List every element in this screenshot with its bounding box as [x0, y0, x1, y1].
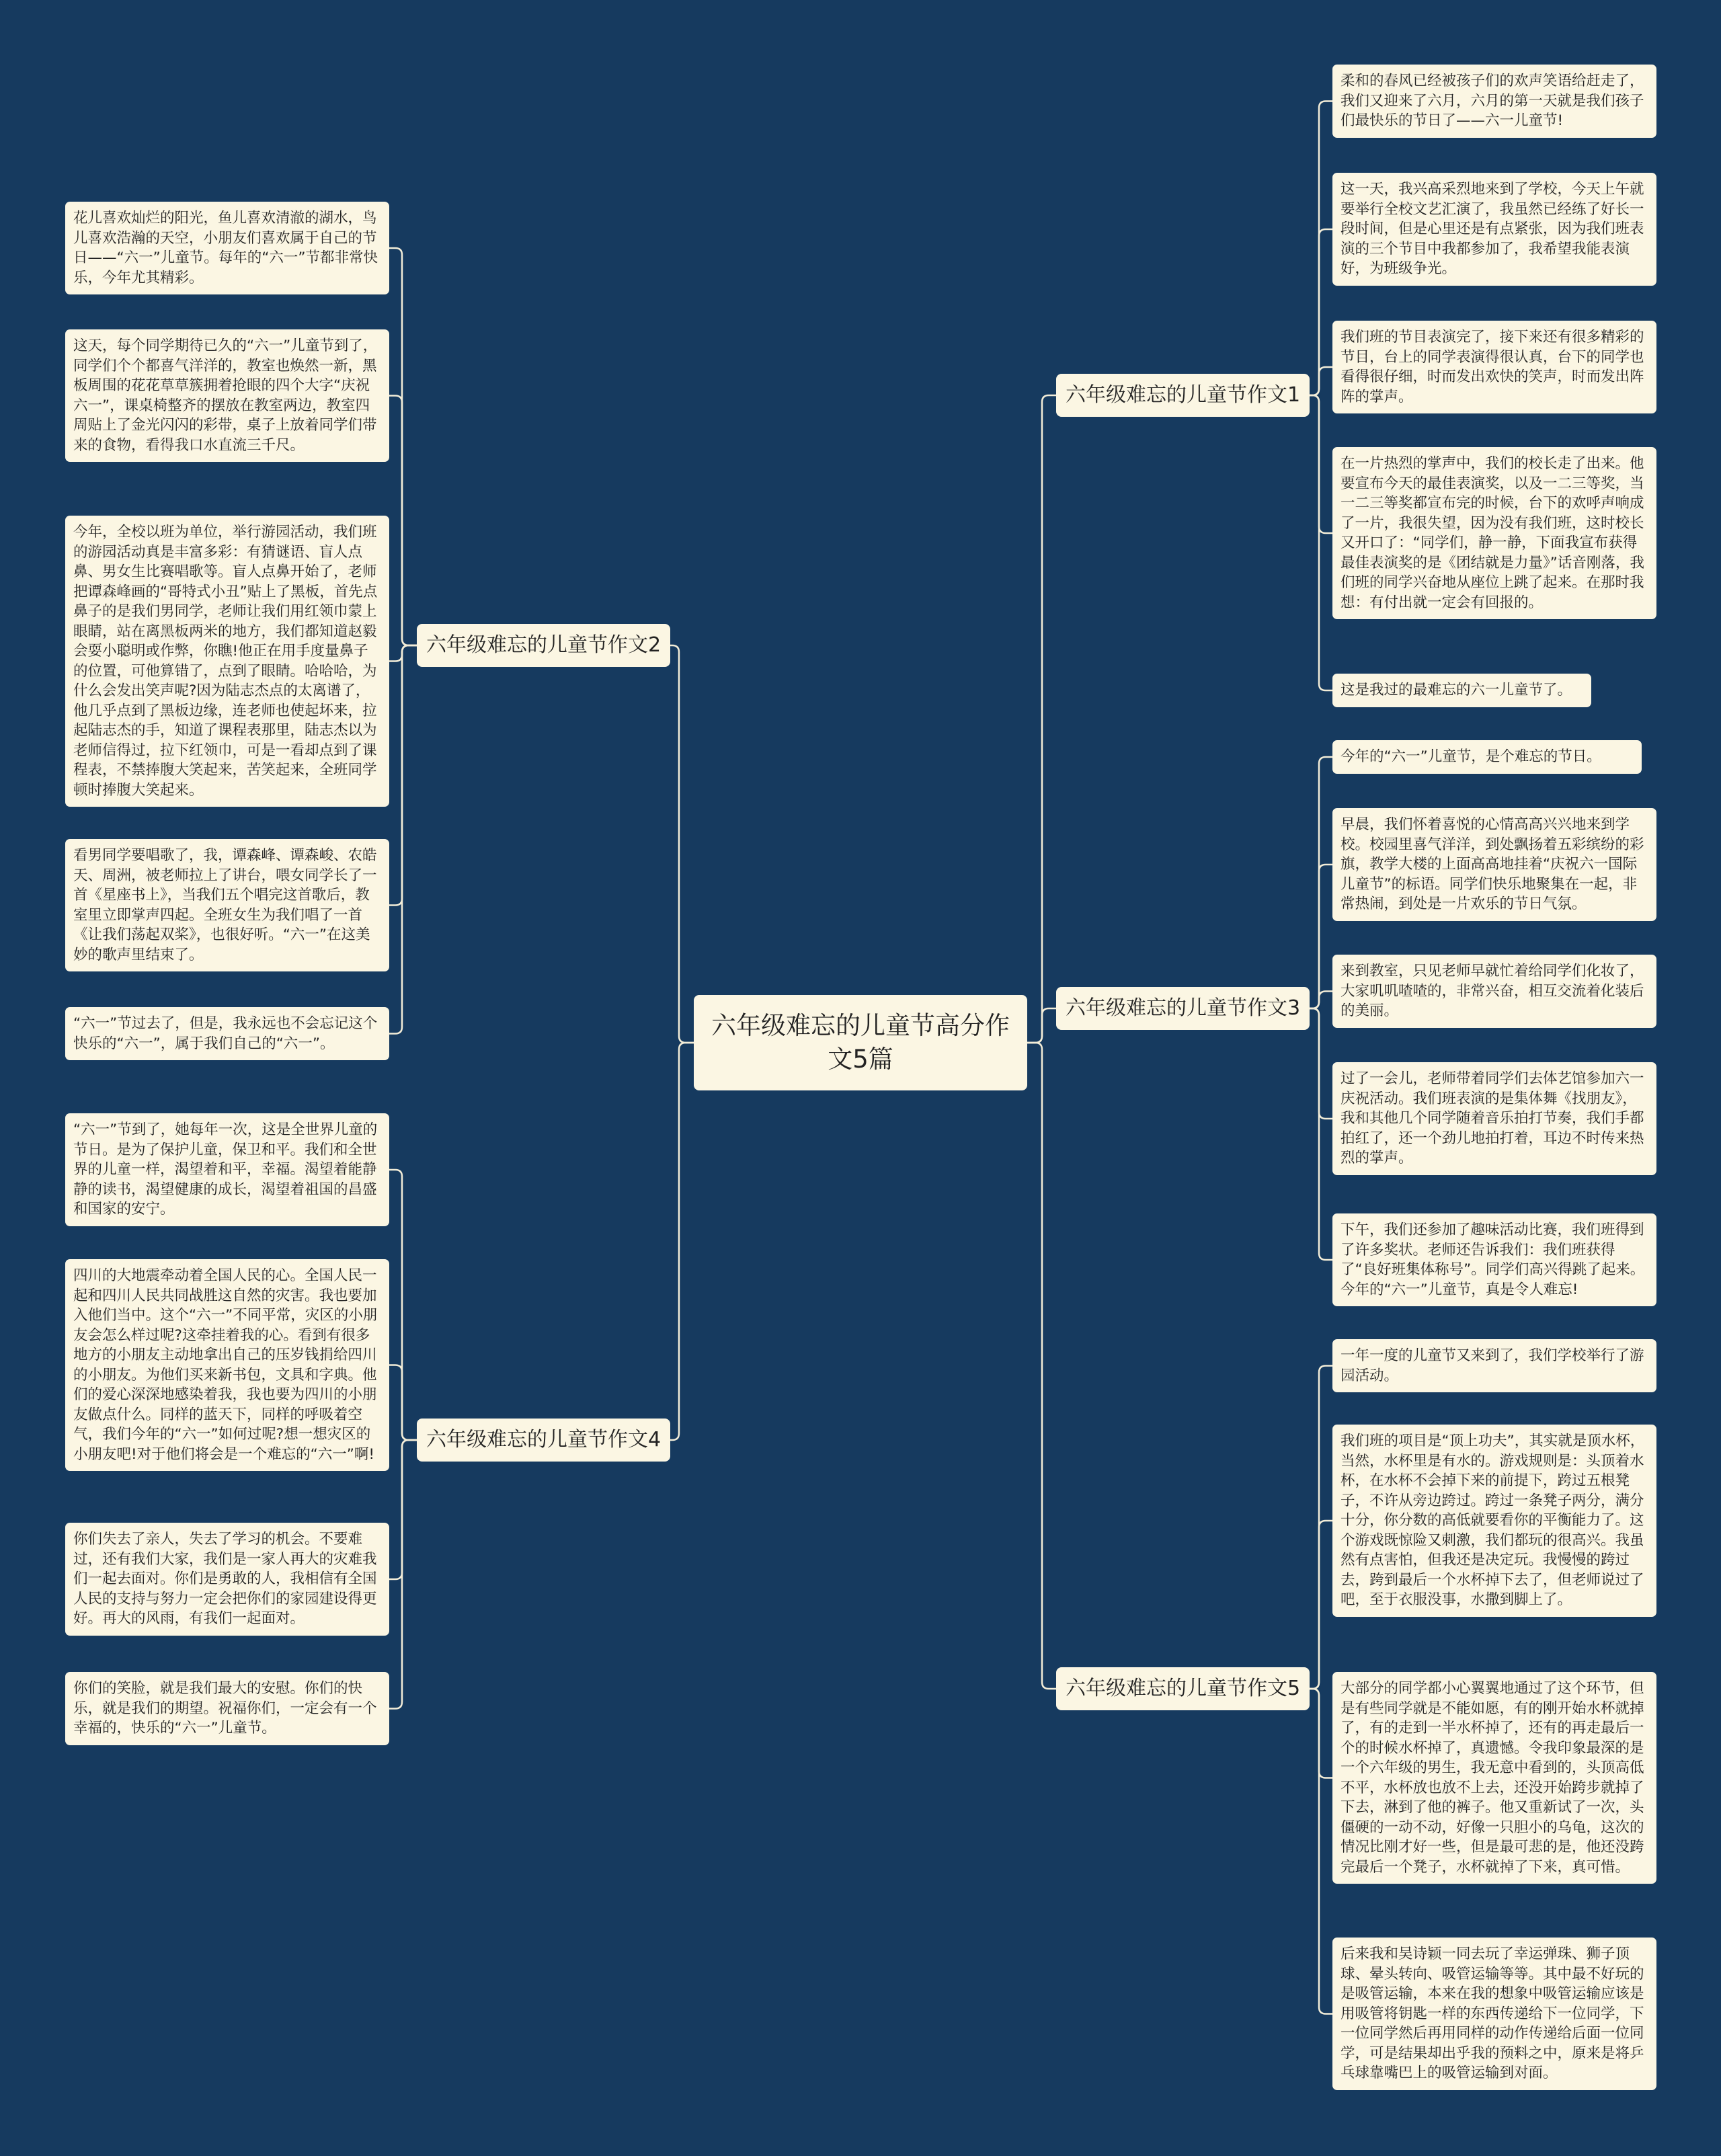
leaf-essay-1-para-1	[1332, 65, 1656, 138]
leaf-essay-2-para-2	[65, 329, 389, 462]
leaf-essay-2-para-3	[65, 516, 389, 807]
leaf-essay-4-para-4	[65, 1672, 389, 1745]
leaf-essay-1-para-4	[1332, 447, 1656, 619]
root-node[interactable]	[694, 995, 1027, 1090]
leaf-text: 我们班的节目表演完了，接下来还有很多精彩的节目，台上的同学表演得很认真，台下的同学也看得很仔细，时而发出欢快的笑声，时而发出阵阵的掌声。	[1340, 329, 1644, 405]
leaf-essay-2-para-5	[65, 1007, 389, 1060]
leaf-essay-1-para-2	[1332, 173, 1656, 286]
leaf-connector	[1310, 1008, 1332, 1119]
root-connector	[1027, 395, 1056, 1043]
root-connector	[670, 1043, 694, 1440]
leaf-text: 今年，全校以班为单位，举行游园活动，我们班的游园活动真是丰富多彩：有猜谜语、盲人点鼻、男女生比赛唱歌等。盲人点鼻开始了，老师把谭森峰画的“哥特式小丑”贴上了黑板，首先点鼻子的是我们男同学，老师让我们用红领巾蒙上眼睛，站在离黑板两米的地方，我们都知道赵毅会耍小聪明或作弊，你瞧!他正在用手度量鼻子的位置，可他算错了，点到了眼睛。哈哈哈，为什么会发出笑声呢?因为陆志杰点的太离谱了，他几乎点到了黑板边缘，连老师也使起坏来，拉起陆志杰的手，知道了课程表那里，陆志杰以为老师信得过，拉下红领巾，可是一看却点到了课程表，不禁捧腹大笑起来，苦笑起来，全班同学顿时捧腹大笑起来。	[73, 524, 378, 799]
leaf-essay-4-para-1	[65, 1113, 389, 1226]
leaf-connector	[1310, 1008, 1332, 1260]
leaf-text: 后来我和吴诗颖一同去玩了幸运弹珠、狮子顶球、晕头转向、吸管运输等等。其中最不好玩的是吸管运输，本来在我的想象中吸管运输应该是用吸管将钥匙一样的东西传递给下一位同学，下一位同学然后再用同样的动作传递给后面一位同学，可是结果却出乎我的预料之中，原来是将乒乓球靠嘴巴上的吸管运输到对面。	[1340, 1946, 1644, 2081]
branch-label: 六年级难忘的儿童节作文2	[426, 633, 662, 657]
branch-essay-4[interactable]	[417, 1419, 670, 1462]
leaf-text: 花儿喜欢灿烂的阳光，鱼儿喜欢清澈的湖水，鸟儿喜欢浩瀚的天空，小朋友们喜欢属于自己的节日——“六一”儿童节。每年的“六一”节都非常快乐，今年尤其精彩。	[73, 210, 378, 286]
leaf-text: 看男同学要唱歌了，我，谭森峰、谭森峻、农皓天、周洲，被老师拉上了讲台，喂女同学长了一首《星座书上》，当我们五个唱完这首歌后，教室里立即掌声四起。全班女生为我们唱了一首《让我们荡起双桨》，也很好听。“六一”在这美妙的歌声里结束了。	[73, 847, 377, 963]
leaf-connector	[389, 396, 417, 646]
leaf-text: 柔和的春风已经被孩子们的欢声笑语给赶走了，我们又迎来了六月，六月的第一天就是我们孩子们最快乐的节日了——六一儿童节!	[1340, 73, 1644, 129]
leaf-connector	[1310, 395, 1332, 533]
leaf-connector	[389, 1440, 417, 1709]
leaf-essay-5-para-1	[1332, 1339, 1656, 1392]
leaf-text: 我们班的项目是“顶上功夫”，其实就是顶水杯，当然，水杯里是有水的。游戏规则是：头顶着水杯，在水杯不会掉下来的前提下，跨过五根凳子，不许从旁边跨过。跨过一条凳子两分，满分十分，你分数的高低就要看你的平衡能力了。这个游戏既惊险又刺激，我们都玩的很高兴。我虽然有点害怕，但我还是决定玩。我慢慢的跨过去，跨到最后一个水杯掉下去了，但老师说过了吧，至于衣服没事，水撒到脚上了。	[1340, 1433, 1645, 1608]
leaf-connector	[1310, 395, 1332, 690]
leaf-essay-1-para-3	[1332, 321, 1656, 413]
leaf-text: 你们的笑脸，就是我们最大的安慰。你们的快乐，就是我们的期望。祝福你们，一定会有一个幸福的，快乐的“六一”儿童节。	[73, 1680, 377, 1736]
branch-essay-3[interactable]	[1056, 987, 1310, 1030]
leaf-connector	[389, 645, 417, 906]
leaf-essay-3-para-5	[1332, 1213, 1656, 1306]
branch-label: 六年级难忘的儿童节作文3	[1066, 996, 1301, 1020]
leaf-text: 你们失去了亲人，失去了学习的机会。不要难过，还有我们大家，我们是一家人再大的灾难我们一起去面对。你们是勇敢的人，我相信有全国人民的支持与努力一定会把你们的家园建设得更好。再大的风雨，有我们一起面对。	[73, 1531, 377, 1627]
leaf-essay-2-para-4	[65, 839, 389, 971]
leaf-essay-2-para-1	[65, 202, 389, 294]
leaf-connector	[1310, 102, 1332, 396]
leaf-connector	[389, 1365, 417, 1441]
leaf-connector	[1310, 1521, 1332, 1689]
branch-essay-5[interactable]	[1056, 1667, 1310, 1710]
leaf-text: 四川的大地震牵动着全国人民的心。全国人民一起和四川人民共同战胜这自然的灾害。我也要加入他们当中。这个“六一”不同平常，灾区的小朋友会怎么样过呢?这牵挂着我的心。看到有很多地方的小朋友主动地拿出自己的压岁钱捐给四川的小朋友。为他们买来新书包，文具和字典。他们的爱心深深地感染着我，我也要为四川的小朋友做点什么。同样的蓝天下，同样的呼吸着空气，我们今年的“六一”如何过呢?想一想灾区的小朋友吧!对于他们将会是一个难忘的“六一”啊!	[73, 1267, 378, 1463]
leaf-essay-4-para-2	[65, 1259, 389, 1471]
leaf-connector	[1310, 757, 1332, 1008]
root-connector	[1027, 1008, 1056, 1043]
leaf-text: “六一”节到了，她每年一次，这是全世界儿童的节日。是为了保护儿童，保卫和平。我们和全世界的儿童一样，渴望着和平，幸福。渴望着能静静的读书，渴望健康的成长，渴望着祖国的昌盛和国家的安宁。	[73, 1121, 378, 1217]
leaf-text: 这一天，我兴高采烈地来到了学校，今天上午就要举行全校文艺汇演了，我虽然已经练了好长一段时间，但是心里还是有点紧张，因为我们班表演的三个节目中我都参加了，我希望我能表演好，为班级争光。	[1340, 181, 1644, 277]
leaf-text: 大部分的同学都小心翼翼地通过了这个环节，但是有些同学就是不能如愿，有的刚开始水杯就掉了，有的走到一半水杯掉了，还有的再走最后一个的时候水杯掉了，真遗憾。令我印象最深的是一个六年级的男生，我无意中看到的，头顶高低不平，水杯放也放不上去，还没开始跨步就掉了下去，淋到了他的裤子。他又重新试了一次，头僵硬的一动不动，好像一只胆小的乌龟，这次的情况比刚才好一些，但是最可悲的是，他还没跨完最后一个凳子，水杯就掉了下来，真可惜。	[1340, 1680, 1644, 1876]
leaf-connector	[1310, 1689, 1332, 1778]
leaf-essay-3-para-2	[1332, 808, 1656, 921]
leaf-text: “六一”节过去了，但是，我永远也不会忘记这个快乐的“六一”，属于我们自己的“六一”。	[73, 1015, 378, 1052]
leaf-text: 下午，我们还参加了趣味活动比赛，我们班得到了许多奖状。老师还告诉我们：我们班获得了“良好班集体称号”。同学们高兴得跳了起来。今年的“六一”儿童节，真是令人难忘!	[1340, 1222, 1645, 1298]
leaf-connector	[389, 1170, 417, 1440]
branch-essay-1[interactable]	[1056, 374, 1310, 417]
leaf-essay-5-para-3	[1332, 1672, 1656, 1884]
leaf-text: 今年的“六一”儿童节，是个难忘的节日。	[1340, 748, 1601, 765]
root-connector	[1027, 1043, 1056, 1689]
leaf-text: 一年一度的儿童节又来到了，我们学校举行了游园活动。	[1340, 1347, 1644, 1384]
leaf-connector	[1310, 1689, 1332, 2014]
leaf-text: 这是我过的最难忘的六一儿童节了。	[1340, 682, 1572, 698]
root-title: 六年级难忘的儿童节高分作文5篇	[711, 1011, 1010, 1074]
leaf-connector	[1310, 1366, 1332, 1689]
leaf-essay-1-para-5	[1332, 674, 1591, 707]
leaf-connector	[389, 645, 417, 1034]
leaf-connector	[389, 248, 417, 645]
leaf-essay-3-para-4	[1332, 1062, 1656, 1175]
leaf-connector	[1310, 865, 1332, 1008]
leaf-connector	[1310, 992, 1332, 1009]
leaf-connector	[1310, 229, 1332, 395]
branch-essay-2[interactable]	[417, 624, 670, 667]
leaf-essay-4-para-3	[65, 1523, 389, 1636]
branch-label: 六年级难忘的儿童节作文4	[426, 1428, 662, 1451]
branch-label: 六年级难忘的儿童节作文5	[1066, 1677, 1301, 1700]
leaf-essay-5-para-2	[1332, 1425, 1656, 1617]
branch-label: 六年级难忘的儿童节作文1	[1066, 383, 1301, 407]
root-connector	[670, 645, 694, 1043]
leaf-text: 过了一会儿，老师带着同学们去体艺馆参加六一庆祝活动。我们班表演的是集体舞《找朋友》，我和其他几个同学随着音乐拍打节奏，我们手都拍红了，还一个劲儿地拍打着，耳边不时传来热烈的掌声。	[1340, 1070, 1644, 1166]
leaf-text: 早晨，我们怀着喜悦的心情高高兴兴地来到学校。校园里喜气洋洋，到处飘扬着五彩缤纷的彩旗，教学大楼的上面高高地挂着“庆祝六一国际儿童节”的标语。同学们快乐地聚集在一起，非常热闹，到处是一片欢乐的节日气氛。	[1340, 816, 1644, 912]
leaf-connector	[389, 1440, 417, 1579]
leaf-connector	[1310, 367, 1332, 395]
leaf-text: 在一片热烈的掌声中，我们的校长走了出来。他要宣布今天的最佳表演奖，以及一二三等奖，当一二三等奖都宣布完的时候，台下的欢呼声响成了一片，我很失望，因为没有我们班，这时校长又开口了：“同学们，静一静，下面我宣布获得最佳表演奖的是《团结就是力量》”话音刚落，我们班的同学兴奋地从座位上跳了起来。在那时我想：有付出就一定会有回报的。	[1340, 455, 1644, 611]
leaf-text: 来到教室，只见老师早就忙着给同学们化妆了，大家叽叽喳喳的，非常兴奋，相互交流着化装后的美丽。	[1340, 963, 1644, 1019]
leaf-text: 这天，每个同学期待已久的“六一”儿童节到了，同学们个个都喜气洋洋的，教室也焕然一新，黑板周围的花花草草簇拥着抢眼的四个大字“庆祝六一”，课桌椅整齐的摆放在教室两边，教室四周贴上了金光闪闪的彩带，桌子上放着同学们带来的食物，看得我口水直流三千尺。	[73, 337, 378, 454]
leaf-essay-3-para-3	[1332, 955, 1656, 1028]
leaf-essay-3-para-1	[1332, 740, 1642, 774]
leaf-essay-5-para-4	[1332, 1938, 1656, 2090]
